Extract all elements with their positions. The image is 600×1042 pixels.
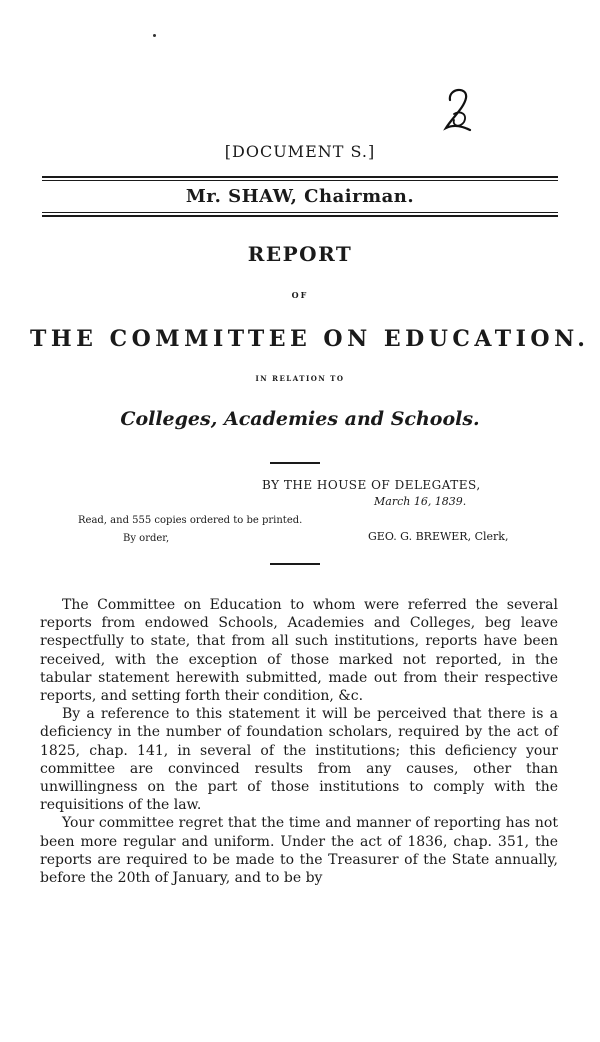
paragraph: The Committee on Education to whom were referred the several reports from endowed Schools, Academies and Colleges, beg leave respectfully to state, that from all such institutions, reports have been received, with the exception of those marked not reported, in the tabular statement herewith submitted, made out from their respective reports, and setting forth their condition, &c. [40, 597, 558, 705]
report-body [40, 596, 558, 887]
top-double-rule [42, 176, 558, 178]
bottom-double-rule-thin [42, 212, 558, 213]
report-heading: REPORT [247, 242, 353, 266]
of-label: OF [291, 290, 309, 300]
divider-rule-lower [270, 563, 320, 565]
chairman-line: Mr. SHAW, Chairman. [185, 186, 415, 207]
ink-speck [153, 34, 156, 37]
top-double-rule-thin [42, 180, 558, 181]
report-date: March 16, 1839. [374, 495, 467, 508]
bottom-double-rule [42, 215, 558, 217]
handwritten-page-number [440, 84, 480, 134]
subject-heading: Colleges, Academies and Schools. [120, 408, 480, 430]
paragraph: Your committee regret that the time and manner of reporting has not been more regular and uniform. Under the act of 1836, chap. 351, the reports are required to be made to the Treasurer of the State annually, before the 20th of January, and to be by [40, 815, 558, 887]
divider-rule [270, 462, 320, 464]
printing-order: Read, and 555 copies ordered to be printed. [78, 515, 303, 526]
paragraph: By a reference to this statement it will be perceived that there is a deficiency in the number of foundation scholars, required by the act of 1825, chap. 141, in several of the institutions; this deficiency your committee are convinced results from any causes, other than unwillingness on the part of those institutions to comply with the requisitions of the law. [40, 706, 558, 814]
relation-label: IN RELATION TO [255, 374, 345, 383]
document-label: [DOCUMENT S.] [224, 142, 376, 161]
by-order: By order, [123, 533, 170, 544]
committee-heading: THE COMMITTEE ON EDUCATION. [30, 326, 590, 352]
house-of-delegates: BY THE HOUSE OF DELEGATES, [262, 478, 481, 492]
clerk-signature: GEO. G. BREWER, Clerk, [368, 530, 509, 543]
